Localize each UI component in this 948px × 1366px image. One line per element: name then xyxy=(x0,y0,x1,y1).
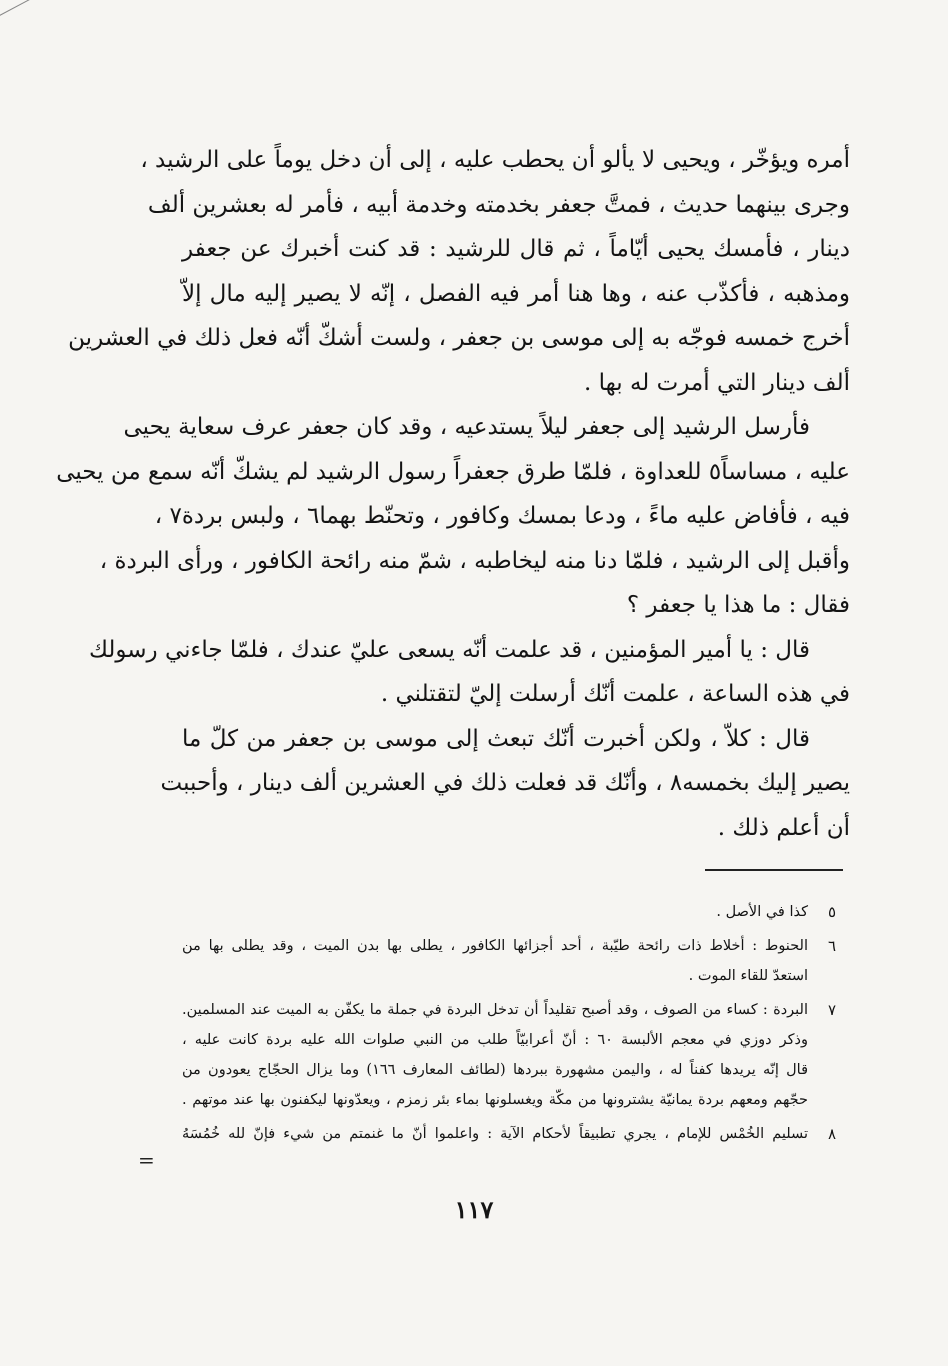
text-line: فقال : ما هذا يا جعفر ؟ xyxy=(626,592,850,618)
text-line: أمره ويؤخّر ، ويحيى لا يألو أن يحطب عليه ، إلى أن دخل يوماً على الرشيد ، xyxy=(140,147,850,173)
footnote xyxy=(182,995,850,1115)
text-line: ألف دينار التي أمرت له بها . xyxy=(584,369,850,396)
footnotes xyxy=(182,897,850,1153)
text-line: أخرج خمسه فوجّه به إلى موسى بن جعفر ، ولست أشكّ أنّه فعل ذلك في العشرين xyxy=(68,325,850,351)
footnote-line: قال إنّه يريدها كفناً له ، واليمن مشهورة ببردها (لطائف المعارف ١٦٦) وما يزال الحجّاج يعودون من xyxy=(182,1062,808,1078)
text-line: عليه ، مساساً٥ للعداوة ، فلمّا طرق جعفراً رسول الرشيد لم يشكّ أنّه سمع من يحيى xyxy=(56,458,850,485)
footnote-number: ٧ xyxy=(827,1001,837,1019)
text-line: أن أعلم ذلك . xyxy=(717,814,850,841)
footnote-line: وذكر دوزي في معجم الألبسة ٦٠ : أنّ أعرابيّاً طلب من النبي صلوات الله عليه بردة كانت عليه ، xyxy=(182,1032,808,1048)
footnote-line: تسليم الخُمْس للإمام ، يجري تطبيقاً لأحكام الآية : واعلموا أنّ ما غنمتم من شيء فإنّ لله خُمُسَهُ xyxy=(182,1126,808,1142)
footnote-separator xyxy=(705,869,843,871)
text-line: وجرى بينهما حديث ، فمتَّ جعفر بخدمته وخدمة أبيه ، فأمر له بعشرين ألف xyxy=(147,191,850,218)
footnote-number: ٥ xyxy=(827,903,837,921)
footnote-line: استعدّ للقاء الموت . xyxy=(688,968,808,984)
text-line: قال : يا أمير المؤمنين ، قد علمت أنّه يسعى عليّ عندك ، فلمّا جاءني رسولك xyxy=(89,636,810,663)
text-line: فيه ، فأفاض عليه ماءً ، ودعا بمسك وكافور ، وتحنّط بهما٦ ، ولبس بردة٧ ، xyxy=(154,503,850,529)
text-line: قال : كلاّ ، ولكن أخبرت أنّك تبعث إلى موسى بن جعفر من كلّ ما xyxy=(182,725,810,752)
text-line: فأرسل الرشيد إلى جعفر ليلاً يستدعيه ، وقد كان جعفر عرف سعاية يحيى xyxy=(123,414,810,440)
text-line: دينار ، فأمسك يحيى أيّاماً ، ثم قال للرشيد : قد كنت أخبرك عن جعفر xyxy=(182,236,850,262)
main-text xyxy=(56,138,850,850)
footnote-line: البردة : كساء من الصوف ، وقد أصبح تقليداً أن تدخل البردة في جملة ما يكفّن به الميت عند المسلمين. xyxy=(182,1002,808,1018)
footnote xyxy=(182,897,850,927)
footnote-number: ٦ xyxy=(827,937,837,955)
corner-scan-line xyxy=(0,0,70,21)
text-line: يصير إليك بخمسه٨ ، وأنّك قد فعلت ذلك في العشرين ألف دينار ، وأحببت xyxy=(160,770,850,796)
footnote xyxy=(182,1119,850,1149)
text-line: ومذهبه ، فأكذّب عنه ، وها هنا أمر فيه الفصل ، إنّه لا يصير إليه مال إلاّ xyxy=(182,280,850,307)
footnote-number: ٨ xyxy=(827,1125,837,1143)
text-line: وأقبل إلى الرشيد ، فلمّا دنا منه ليخاطبه ، شمّ منه رائحة الكافور ، ورأى البردة ، xyxy=(99,547,850,574)
footnote-line: الحنوط : أخلاط ذات رائحة طيّبة ، أحد أجزائها الكافور ، يطلى بها بدن الميت ، وقد يطلى بها من xyxy=(182,938,808,954)
footnote xyxy=(182,931,850,991)
text-line: في هذه الساعة ، علمت أنّك أرسلت إليّ لتقتلني . xyxy=(380,681,850,707)
footnote-line: حجّهم ومعهم بردة يمانيّة يشترونها من مكّة ويغسلونها بماء بئر زمزم ، ويعدّونها ليكفنون بها عند موتهم . xyxy=(182,1092,808,1108)
footnote-line: كذا في الأصل . xyxy=(716,904,808,920)
page-number: ١١٧ xyxy=(454,1195,494,1224)
continuation-mark: = xyxy=(138,1148,155,1172)
